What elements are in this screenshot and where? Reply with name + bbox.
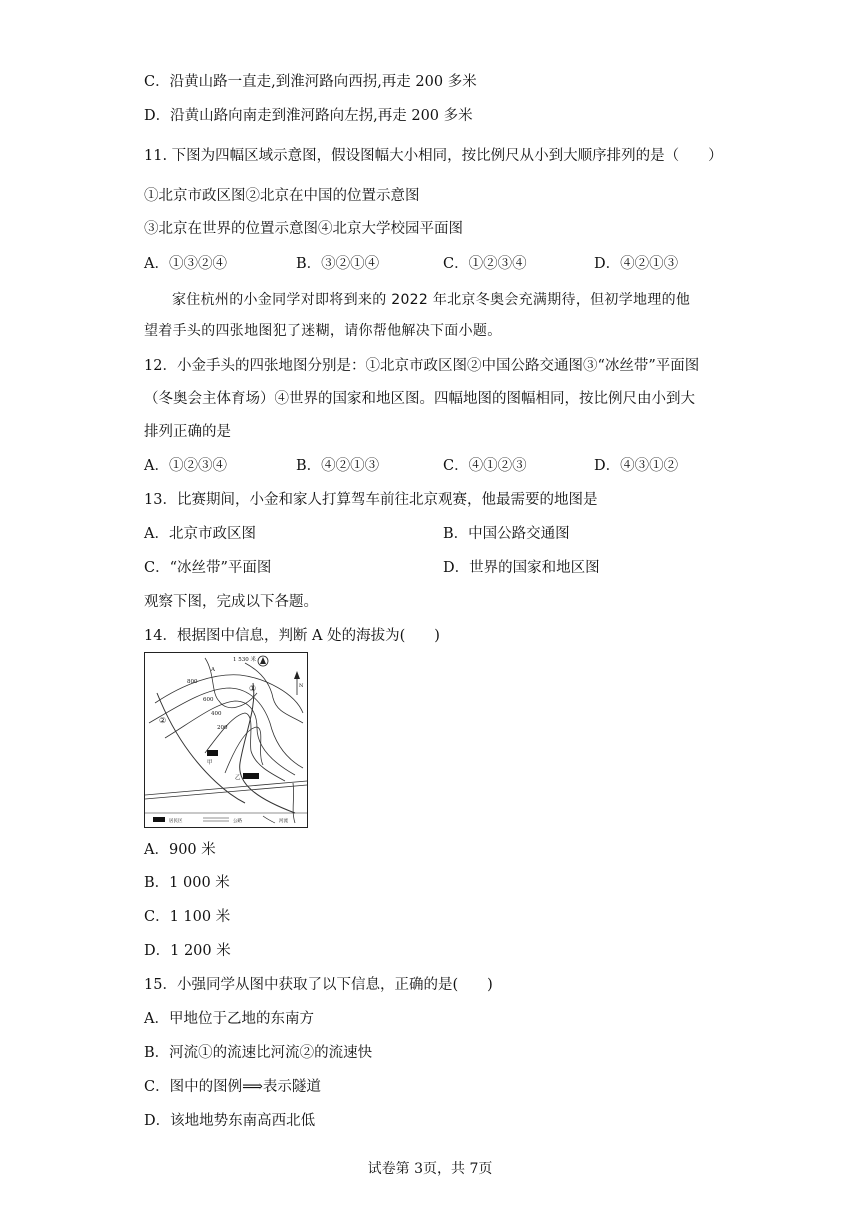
contour-label-600: 600 [203, 697, 214, 703]
q11-stem: 11. 下图为四幅区域示意图，假设图幅大小相同，按比例尺从小到大顺序排列的是（ ） [144, 148, 723, 164]
q11-option-b: B．③②①④ [296, 256, 380, 272]
q14-option-b: B．1 000 米 [144, 875, 230, 891]
q12-option-b: B．④②①③ [296, 458, 380, 474]
q13-stem: 13．比赛期间，小金和家人打算驾车前往北京观赛，他最需要的地图是 [144, 492, 598, 508]
q13-option-d: D．世界的国家和地区图 [443, 560, 600, 576]
page-footer: 试卷第 3页，共 7页 [367, 1161, 493, 1177]
place-jia-label: 甲 [207, 760, 213, 766]
q10-option-d: D．沿黄山路向南走到淮河路向左拐,再走 200 多米 [144, 108, 473, 124]
q11-option-d: D．④②①③ [594, 256, 679, 272]
legend-settlement: 居民区 [169, 819, 183, 824]
q15-option-d: D．该地地势东南高西北低 [144, 1113, 316, 1129]
q11-option-c: C．①②③④ [443, 256, 527, 272]
observe-instruction: 观察下图，完成以下各题。 [144, 594, 318, 610]
q12-option-c: C．④①②③ [443, 458, 527, 474]
q15-stem: 15．小强同学从图中获取了以下信息，正确的是( ) [144, 977, 493, 993]
legend-river: 河流 [279, 819, 288, 824]
river-1-label: ① [249, 684, 257, 693]
intro-line2: 望着手头的四张地图犯了迷糊，请你帮他解决下面小题。 [144, 323, 502, 339]
q14-stem: 14．根据图中信息，判断 A 处的海拔为( ) [144, 628, 440, 644]
north-label: N [299, 683, 304, 689]
intro-line1: 家住杭州的小金同学对即将到来的 2022 年北京冬奥会充满期待，但初学地理的他 [172, 292, 691, 308]
q11-option-a: A．①③②④ [144, 256, 227, 272]
q12-line2: （冬奥会主体育场）④世界的国家和地区图。四幅地图的图幅相同，按比例尺由小到大 [144, 391, 695, 407]
contour-label-800: 800 [187, 679, 198, 685]
q12-option-a: A．①②③④ [144, 458, 227, 474]
q14-option-d: D．1 200 米 [144, 943, 231, 959]
q13-option-a: A．北京市政区图 [144, 526, 256, 542]
q15-option-a: A．甲地位于乙地的东南方 [144, 1011, 314, 1027]
q11-line2: ③北京在世界的位置示意图④北京大学校园平面图 [144, 221, 463, 237]
contour-label-200: 200 [217, 725, 228, 731]
contour-label-400: 400 [211, 711, 222, 717]
q12-line1: 12．小金手头的四张地图分别是：①北京市政区图②中国公路交通图③“冰丝带”平面图 [144, 358, 700, 374]
q11-line1: ①北京市政区图②北京在中国的位置示意图 [144, 188, 420, 204]
contour-map [144, 652, 308, 828]
place-yi-label: 乙 [235, 775, 241, 781]
q15-option-c: C．图中的图例⟹表示隧道 [144, 1079, 321, 1095]
q12-line3: 排列正确的是 [144, 424, 231, 440]
q12-option-d: D．④③①② [594, 458, 679, 474]
q14-option-c: C．1 100 米 [144, 909, 231, 925]
point-a-label: A [211, 667, 215, 673]
peak-label: 1 530 米 [233, 657, 256, 663]
legend-road: 公路 [233, 819, 242, 824]
q15-option-b: B．河流①的流速比河流②的流速快 [144, 1045, 373, 1061]
q13-option-b: B．中国公路交通图 [443, 526, 570, 542]
q10-option-c: C．沿黄山路一直走,到淮河路向西拐,再走 200 多米 [144, 74, 477, 90]
q13-option-c: C．“冰丝带”平面图 [144, 560, 272, 576]
river-2-label: ② [159, 716, 167, 725]
q14-option-a: A．900 米 [144, 842, 216, 858]
